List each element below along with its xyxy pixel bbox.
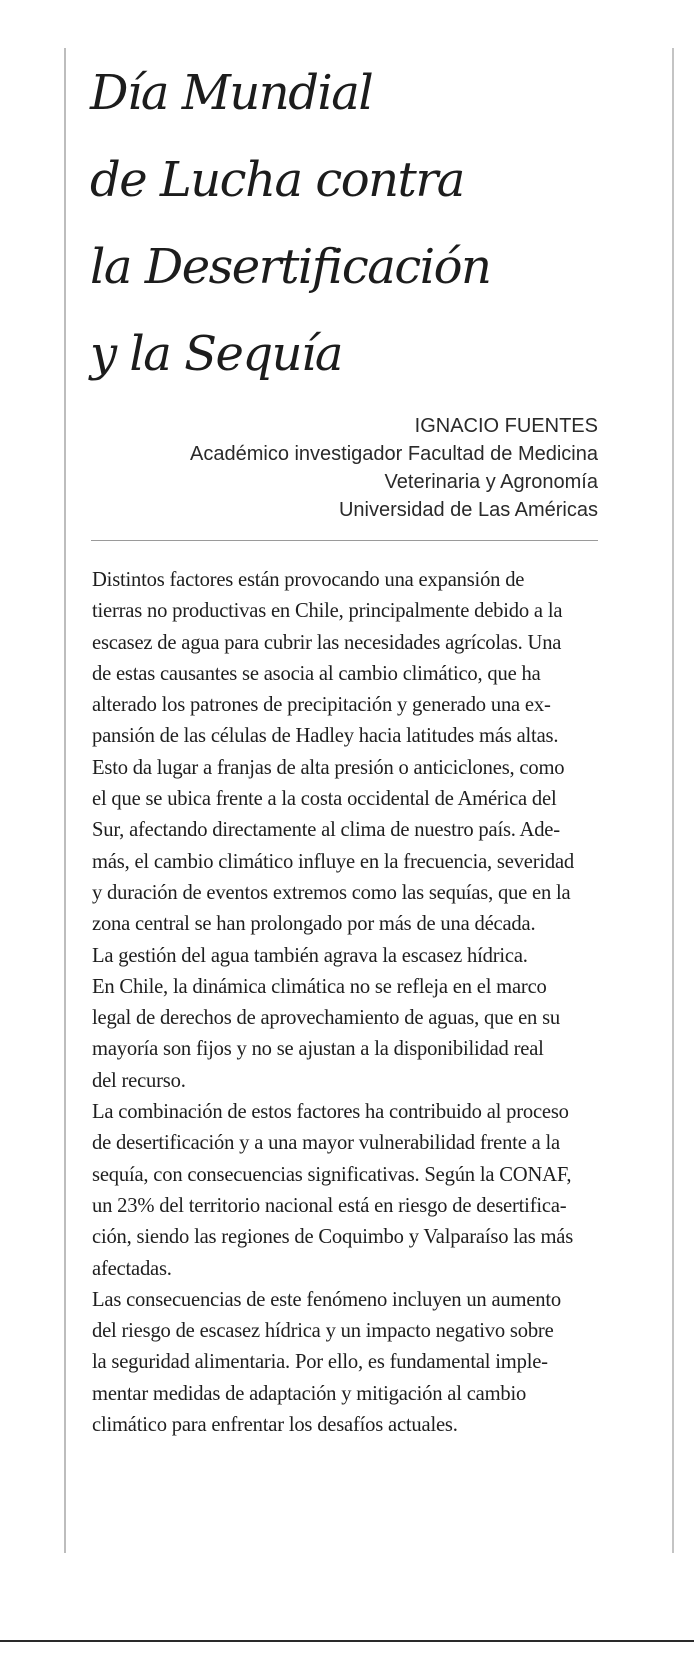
headline-line: y la Sequía — [90, 326, 342, 382]
author-affiliation-line: Veterinaria y Agronomía — [384, 471, 598, 493]
body-line: del riesgo de escasez hídrica y un impacto negativo sobre — [92, 1320, 554, 1343]
body-line: alterado los patrones de precipitación y generado una ex- — [92, 694, 551, 717]
body-line: La combinación de estos factores ha contribuido al proceso — [92, 1101, 569, 1124]
body-line: de desertificación y a una mayor vulnerabilidad frente a la — [92, 1132, 560, 1155]
page-bottom-rule — [0, 1640, 694, 1642]
body-line: legal de derechos de aprovechamiento de aguas, que en su — [92, 1007, 560, 1030]
body-line: En Chile, la dinámica climática no se refleja en el marco — [92, 975, 547, 998]
body-line: climático para enfrentar los desafíos actuales. — [92, 1414, 458, 1437]
headline-line: de Lucha contra — [90, 152, 464, 208]
body-line: Sur, afectando directamente al clima de nuestro país. Ade- — [92, 819, 560, 842]
body-line: afectadas. — [92, 1257, 172, 1280]
article-body — [92, 565, 632, 1441]
body-line: mayoría son fijos y no se ajustan a la disponibilidad real — [92, 1038, 544, 1061]
body-line: Distintos factores están provocando una expansión de — [92, 569, 525, 591]
author-byline — [78, 412, 598, 524]
headline-line: la Desertificación — [90, 239, 491, 295]
body-line: zona central se han prolongado por más de una década. — [92, 913, 536, 936]
author-affiliation-line: Académico investigador Facultad de Medicina — [190, 443, 598, 465]
body-line: escasez de agua para cubrir las necesidades agrícolas. Una — [92, 631, 562, 654]
body-line: el que se ubica frente a la costa occidental de América del — [92, 788, 557, 811]
body-line: más, el cambio climático influye en la frecuencia, severidad — [92, 850, 575, 873]
body-line: del recurso. — [92, 1069, 186, 1092]
body-line: pansión de las células de Hadley hacia latitudes más altas. — [92, 725, 559, 748]
body-line: Esto da lugar a franjas de alta presión o anticiclones, como — [92, 756, 565, 779]
headline-line: Día Mundial — [90, 65, 373, 121]
body-line: un 23% del territorio nacional está en riesgo de desertifica- — [92, 1194, 567, 1217]
body-line: tierras no productivas en Chile, principalmente debido a la — [92, 600, 563, 623]
column-rule-left — [64, 48, 66, 1553]
body-line: sequía, con consecuencias significativas. Según la CONAF, — [92, 1163, 572, 1186]
column-rule-right — [672, 48, 674, 1553]
article-headline — [90, 50, 650, 398]
body-line: de estas causantes se asocia al cambio climático, que ha — [92, 662, 541, 685]
body-line: ción, siendo las regiones de Coquimbo y Valparaíso las más — [92, 1226, 574, 1249]
body-line: mentar medidas de adaptación y mitigación al cambio — [92, 1382, 527, 1405]
body-line: y duración de eventos extremos como las sequías, que en la — [92, 881, 571, 904]
author-affiliation-line: Universidad de Las Américas — [338, 499, 598, 521]
author-name: IGNACIO FUENTES — [414, 415, 598, 437]
body-line: Las consecuencias de este fenómeno incluyen un aumento — [92, 1288, 561, 1311]
byline-divider — [91, 540, 598, 541]
body-line: la seguridad alimentaria. Por ello, es fundamental imple- — [92, 1351, 548, 1374]
body-line: La gestión del agua también agrava la escasez hídrica. — [92, 944, 528, 967]
